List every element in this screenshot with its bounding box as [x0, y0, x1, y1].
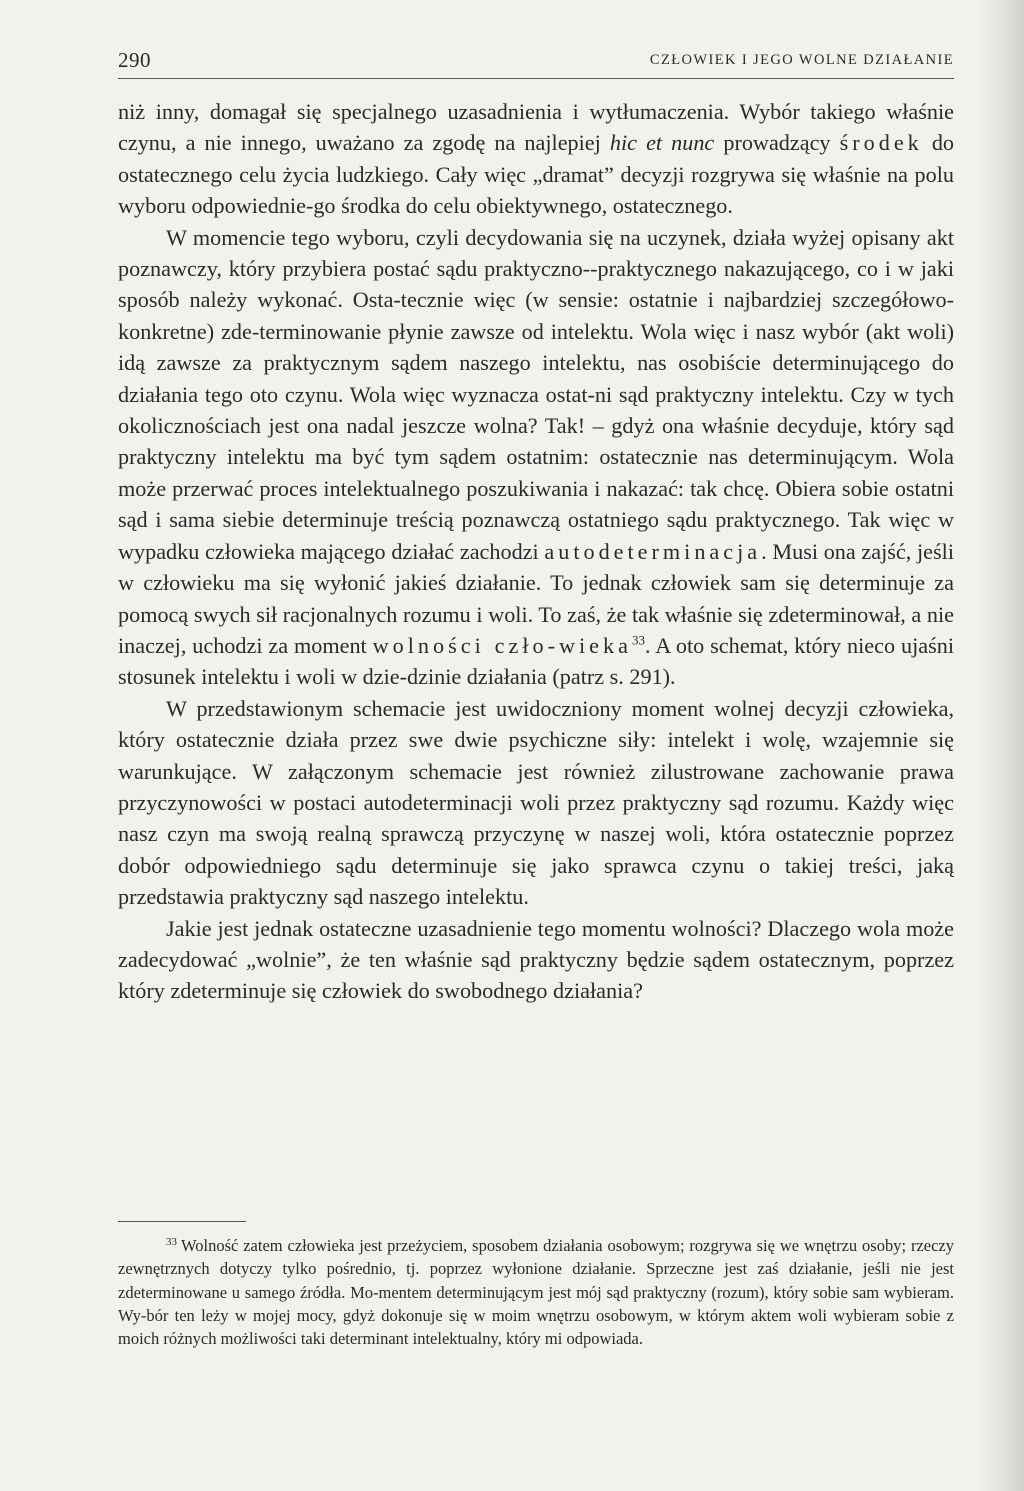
main-text	[118, 96, 954, 1007]
paragraph-1: niż inny, domagał się specjalnego uzasadnienia i wytłumaczenia. Wybór takiego właśnie czynu, a nie innego, uważano za zgodę na najlepiej hic et nunc prowadzący środek do ostatecznego celu życia ludzkiego. Cały więc „dramat” decyzji rozgrywa się właśnie na polu wyboru odpowiednie-go środka do celu obiektywnego, ostatecznego.	[118, 99, 955, 219]
header-rule	[118, 78, 954, 79]
footnote-text: Wolność zatem człowieka jest przeżyciem, sposobem działania osobowym; rozgrywa się we wnętrzu osoby; rzeczy zewnętrznych dotyczy tylko pośrednio, tj. poprzez wyłonione działanie. Sprzeczne jest zaś działanie, jeśli nie jest zdeterminowane u samego źródła. Mo-mentem determinującym jest mój sąd praktyczny (rozum), który sobie sam wybieram. Wy-bór ten leży w mojej mocy, gdyż dokonuje się w moim wnętrzu osobowym, w którym aktem woli wybieram sobie z moich różnych możliwości taki determinant intelektualny, który mi odpowiada.	[118, 1236, 954, 1349]
footnote-rule	[118, 1221, 246, 1222]
spaced-term: autodeterminacja	[544, 538, 762, 564]
paragraph-4: Jakie jest jednak ostateczne uzasadnienie tego momentu wolności? Dlaczego wola może zadecydować „wolnie”, że ten właśnie sąd praktyczny będzie sądem ostatecznym, poprzez który zdeterminuje się człowiek do swobodnego działania?	[118, 915, 954, 1004]
latin-phrase: hic et nunc	[609, 130, 715, 156]
paragraph-3: W przedstawionym schemacie jest uwidoczniony moment wolnej decyzji człowieka, który ostatecznie działa przez swe dwie psychiczne siły: intelekt i wolę, wzajemnie się warunkujące. W załączonym schemacie jest również zilustrowane zachowanie prawa przyczynowości w postaci autodeterminacji woli przez praktyczny sąd rozumu. Każdy więc nasz czyn ma swoją realną sprawczą przyczynę w naszej woli, która ostatecznie poprzez dobór odpowiedniego sądu determinuje się jako sprawca czynu o takiej treści, jaką przedstawia praktyczny sąd naszego intelektu.	[118, 695, 954, 910]
page-number: 290	[118, 48, 151, 72]
spaced-term: wolności czło-wieka	[372, 632, 632, 658]
paragraph-2: W momencie tego wyboru, czyli decydowania się na uczynek, działa wyżej opisany akt poznawczy, który przybiera postać sądu praktyczno--praktycznego nakazującego, co i w jaki sposób należy wykonać. Osta-tecznie więc (w sensie: ostatnie i najbardziej szczegółowo-konkretne) zde-terminowanie płynie zawsze od intelektu. Wola więc i nasz wybór (akt woli) idą zawsze za praktycznym sądem naszego intelektu, nas osobiście determinującego do działania tego oto czynu. Wola więc wyznacza ostat-ni sąd praktyczny intelektu. Czy w tych okolicznościach jest ona nadal jeszcze wolna? Tak! – gdyż ona właśnie decyduje, który sąd praktyczny intelektu ma być tym sądem ostatnim: ostatecznie nas determinującym. Wola może przerwać proces intelektualnego poszukiwania i nakazać: tak chcę. Obiera sobie ostatni sąd i sama siebie determinuje treścią poznawczą ostatniego sądu praktycznego. Tak więc w wypadku człowieka mającego działać zachodzi autodeterminacja. Musi ona zajść, jeśli w człowieku ma się wyłonić jakieś działanie. To jednak człowiek sam się determinuje za pomocą swych sił racjonalnych rozumu i woli. To zaś, że tak właśnie się zdeterminował, a nie inaczej, uchodzi za moment wolności czło-wieka$^{33}$. A oto schemat, który nieco ujaśni stosunek intelektu i woli w dzie-dzinie działania (patrz s. 291).	[118, 224, 954, 690]
spaced-term: środek	[839, 130, 923, 156]
running-title: CZŁOWIEK I JEGO WOLNE DZIAŁANIE	[649, 52, 954, 68]
footnote-reference[interactable]: 33	[631, 632, 645, 648]
page-edge-shadow	[978, 0, 1024, 1491]
running-head	[118, 48, 954, 72]
footnote	[118, 1234, 954, 1350]
footnote-number: 33	[166, 1235, 177, 1248]
